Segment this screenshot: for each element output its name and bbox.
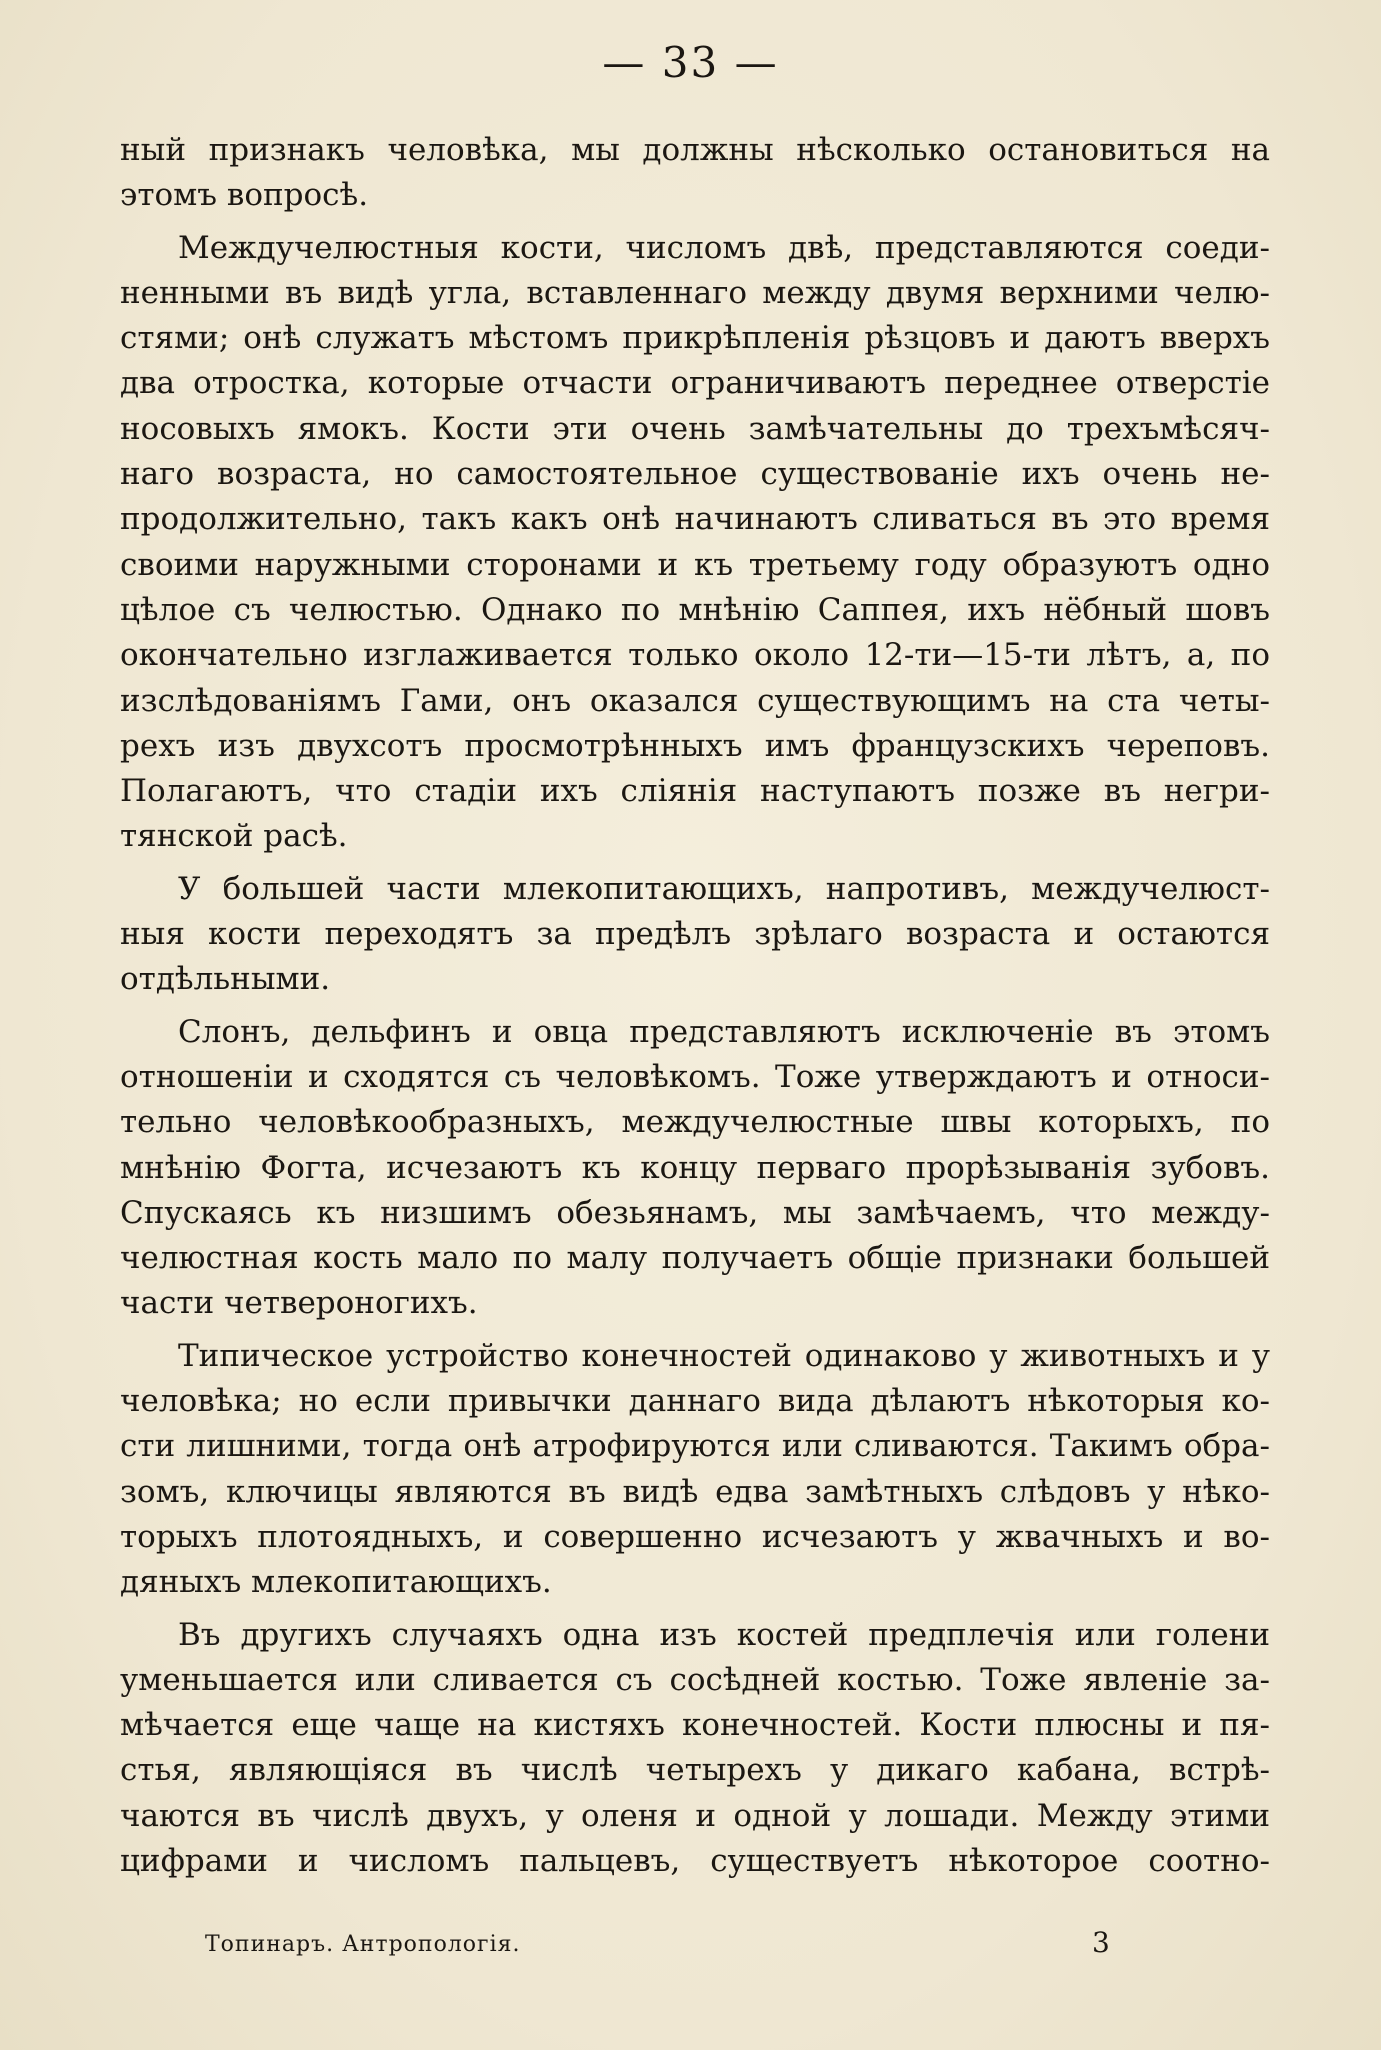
text-line: этомъ вопросѣ. <box>120 177 369 214</box>
text-line: Междучелюстныя кости, числомъ двѣ, представляются соеди- <box>178 229 1270 266</box>
text-line: части четвероногихъ. <box>120 1285 478 1322</box>
text-line: два отростка, которые отчасти ограничиваютъ переднее отверстіе <box>120 365 1270 402</box>
paragraph <box>120 867 1270 1003</box>
text-line: Полагаютъ, что стадіи ихъ сліянія наступаютъ позже въ негри- <box>120 773 1270 810</box>
text-line: тельно человѣкообразныхъ, междучелюстные швы которыхъ, по <box>120 1104 1270 1141</box>
text-line: носовыхъ ямокъ. Кости эти очень замѣчательны до трехъмѣсяч- <box>120 410 1270 447</box>
text-line: ный признакъ человѣка, мы должны нѣсколько остановиться на <box>120 132 1270 168</box>
text-line: сти лишними, тогда онѣ атрофируются или сливаются. Такимъ обра- <box>120 1428 1270 1465</box>
text-line: своими наружными сторонами и къ третьему году образуютъ одно <box>120 546 1270 583</box>
paragraph <box>120 128 1270 219</box>
text-line: стья, являющіяся въ числѣ четырехъ у дикаго кабана, встрѣ- <box>120 1752 1270 1789</box>
paragraph <box>120 1613 1270 1885</box>
text-line: рехъ изъ двухсотъ просмотрѣнныхъ имъ французскихъ череповъ. <box>120 727 1270 764</box>
text-line: окончательно изглаживается только около 12-ти—15-ти лѣтъ, а, по <box>120 637 1270 674</box>
text-line: ненными въ видѣ угла, вставленнаго между двумя верхними челю- <box>120 274 1270 311</box>
text-line: Спускаясь къ низшимъ обезьянамъ, мы замѣчаемъ, что между- <box>120 1194 1270 1231</box>
text-line: челюстная кость мало по малу получаетъ общіе признаки большей <box>120 1240 1270 1277</box>
printer-signature: Топинаръ. Антропологія. <box>205 1932 521 1957</box>
text-line: изслѣдованіямъ Гами, онъ оказался существующимъ на ста четы- <box>120 682 1270 719</box>
text-line: цѣлое съ челюстью. Однако по мнѣнію Саппея, ихъ нёбный шовъ <box>120 591 1270 628</box>
text-line: тянской расѣ. <box>120 818 348 855</box>
text-line: Слонъ, дельфинъ и овца представляютъ исключеніе въ этомъ <box>178 1013 1270 1050</box>
text-line: ныя кости переходятъ за предѣлъ зрѣлаго возраста и остаются <box>120 916 1270 953</box>
text-line: мнѣнію Фогта, исчезаютъ къ концу перваго прорѣзыванія зубовъ. <box>120 1149 1270 1186</box>
text-line: дяныхъ млекопитающихъ. <box>120 1564 552 1601</box>
text-line: чаются въ числѣ двухъ, у оленя и одной у лошади. Между этими <box>120 1797 1270 1834</box>
paragraph <box>120 1010 1270 1327</box>
text-line: зомъ, ключицы являются въ видѣ едва замѣтныхъ слѣдовъ у нѣко- <box>120 1473 1270 1510</box>
paragraph <box>120 1334 1270 1606</box>
text-line: продолжительно, такъ какъ онѣ начинаютъ сливаться въ это время <box>120 501 1270 538</box>
text-line: отдѣльными. <box>120 961 331 998</box>
text-line: стями; онѣ служатъ мѣстомъ прикрѣпленія рѣзцовъ и даютъ вверхъ <box>120 320 1270 357</box>
text-line: Въ другихъ случаяхъ одна изъ костей предплечія или голени <box>178 1616 1270 1653</box>
text-line: торыхъ плотоядныхъ, и совершенно исчезаютъ у жвачныхъ и во- <box>120 1518 1270 1555</box>
text-line: отношеніи и сходятся съ человѣкомъ. Тоже утверждаютъ и относи- <box>120 1058 1270 1095</box>
text-line: цифрами и числомъ пальцевъ, существуетъ нѣкоторое соотно- <box>120 1842 1270 1879</box>
text-line: человѣка; но если привычки даннаго вида дѣлаютъ нѣкоторыя ко- <box>120 1383 1270 1420</box>
text-line: наго возраста, но самостоятельное существованіе ихъ очень не- <box>120 456 1270 493</box>
paragraph <box>120 226 1270 860</box>
text-line: мѣчается еще чаще на кистяхъ конечностей. Кости плюсны и пя- <box>120 1707 1270 1744</box>
text-block <box>120 128 1270 1884</box>
page-number: — 33 — <box>602 38 779 87</box>
text-line: уменьшается или сливается съ сосѣдней костью. Тоже явленіе за- <box>120 1661 1270 1698</box>
text-line: Типическое устройство конечностей одинаково у животныхъ и у <box>178 1337 1270 1374</box>
sheet-number: 3 <box>1092 1926 1110 1959</box>
text-line: У большей части млекопитающихъ, напротивъ, междучелюст- <box>178 870 1270 907</box>
